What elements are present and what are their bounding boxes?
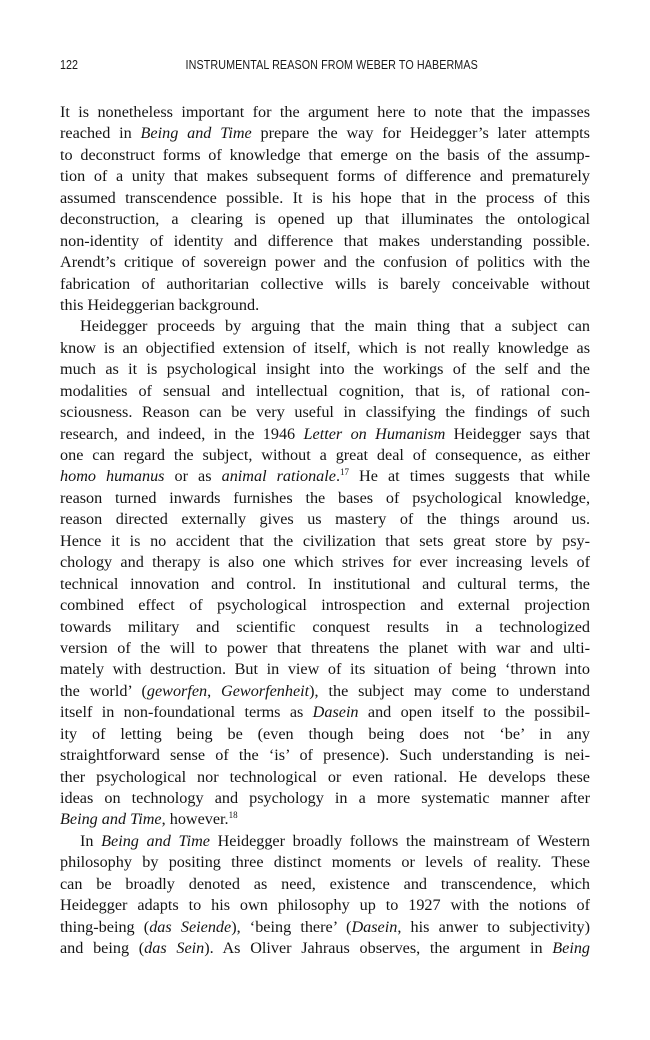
text-line: itself in non-foundational terms as Dasein and open itself to the possibil- <box>60 703 590 722</box>
text-line: deconstruction, a clearing is opened up that illuminates the ontological <box>60 210 590 229</box>
text-line: mately with destruction. But in view of its situation of being ‘thrown into <box>60 660 590 679</box>
text-line: reason directed externally gives us mastery of the things around us. <box>60 510 590 529</box>
text-line: research, and indeed, in the 1946 Letter on Humanism Heidegger says that <box>60 424 590 443</box>
text-line: Arendt’s critique of sovereign power and the confusion of politics with the <box>60 253 590 272</box>
text-line: In Being and Time Heidegger broadly follows the mainstream of Western <box>80 831 590 850</box>
text-line: can be broadly denoted as need, existence and transcendence, which <box>60 874 590 893</box>
text-line: chology and therapy is also one which strives for ever increasing levels of <box>60 553 590 572</box>
text-line: towards military and scientific conquest results in a technologized <box>60 617 590 636</box>
text-line: Being and Time, however.$^{18}$ <box>60 810 238 829</box>
running-title: INSTRUMENTAL REASON FROM WEBER TO HABERMAS <box>185 58 478 72</box>
page-number: 122 <box>60 58 78 72</box>
text-line: straightforward sense of the ‘is’ of presence). Such understanding is nei- <box>60 746 590 765</box>
text-line: reached in Being and Time prepare the way for Heidegger’s later attempts <box>60 124 590 143</box>
text-line: technical innovation and control. In institutional and cultural terms, the <box>60 574 590 593</box>
text-line: non-identity of identity and difference that makes understanding possible. <box>60 231 590 250</box>
text-line: Hence it is no accident that the civilization that sets great store by psy- <box>60 531 590 550</box>
text-line: one can regard the subject, without a great deal of consequence, as either <box>60 446 590 464</box>
text-line: modalities of sensual and intellectual cognition, that is, of rational con- <box>60 381 590 400</box>
text-line: version of the will to power that threatens the planet with war and ulti- <box>60 638 590 657</box>
text-line: and being (das Sein). As Oliver Jahraus observes, the argument in Being <box>60 939 591 958</box>
text-line: know is an objectified extension of itself, which is not really knowledge as <box>60 338 590 357</box>
text-line: thing-being (das Seiende), ‘being there’ (Dasein, his anwer to subjectivity) <box>60 917 590 936</box>
text-line: philosophy by positing three distinct moments or levels of reality. These <box>60 853 590 872</box>
text-line: Heidegger proceeds by arguing that the main thing that a subject can <box>80 317 590 336</box>
text-line: fabrication of authoritarian collective wills is barely conceivable without <box>60 274 590 293</box>
text-line: ideas on technology and psychology in a more systematic manner after <box>60 789 590 807</box>
text-line: It is nonetheless important for the argument here to note that the impasses <box>60 103 590 121</box>
text-line: homo humanus or as animal rationale.$^{17}$ He at times suggests that while <box>60 467 591 486</box>
text-line: combined effect of psychological introspection and external projection <box>60 596 590 615</box>
text-line: assumed transcendence possible. It is his hope that in the process of this <box>60 188 590 207</box>
text-line: this Heideggerian background. <box>60 295 260 314</box>
running-header <box>60 58 516 78</box>
text-line: ther psychological nor technological or even rational. He develops these <box>60 767 590 786</box>
text-line: the world’ (geworfen, Geworfenheit), the subject may come to understand <box>60 681 591 700</box>
text-line: Heidegger adapts to his own philosophy up to 1927 with the notions of <box>60 896 590 915</box>
text-line: sciousness. Reason can be very useful in classifying the findings of such <box>60 403 590 422</box>
body-text <box>60 102 590 960</box>
text-line: tion of a unity that makes subsequent forms of difference and prematurely <box>60 167 590 186</box>
text-line: much as it is psychological insight into the workings of the self and the <box>60 360 590 379</box>
text-line: to deconstruct forms of knowledge that emerge on the basis of the assump- <box>60 145 590 164</box>
text-line: ity of letting being be (even though being does not ‘be’ in any <box>60 724 590 743</box>
text-line: reason turned inwards furnishes the bases of psychological knowledge, <box>60 488 590 507</box>
